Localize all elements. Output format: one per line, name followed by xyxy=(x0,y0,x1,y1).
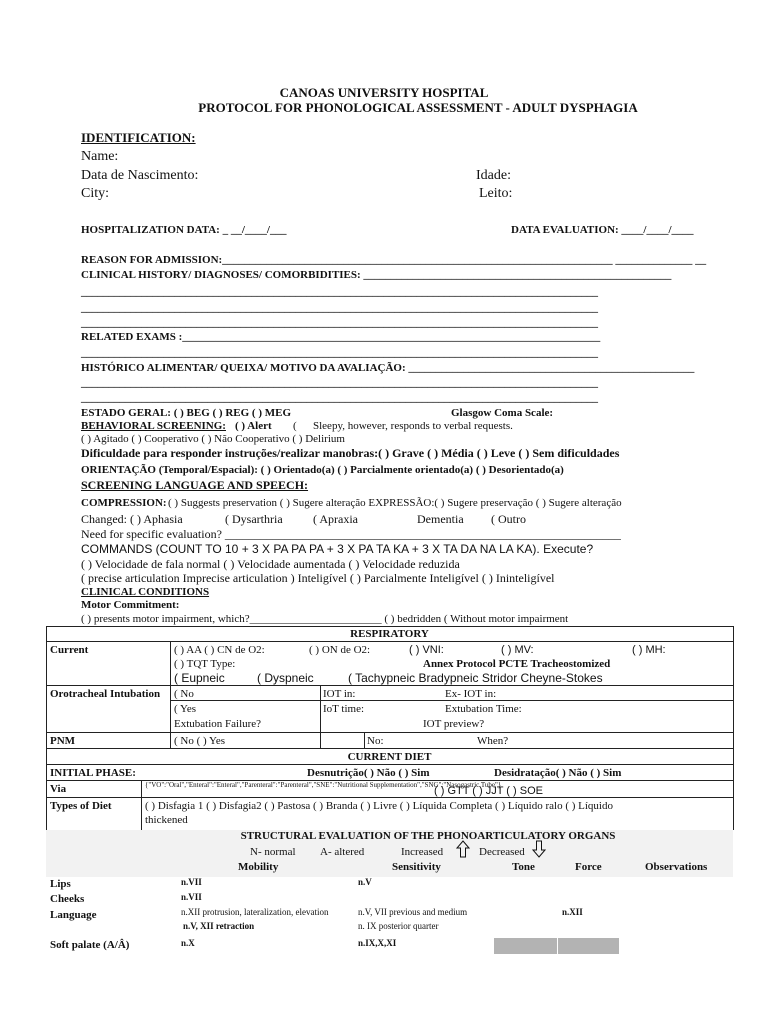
col-observations: Observations xyxy=(645,861,708,873)
blank-line: ______________________________________________________________________________________________ xyxy=(81,317,598,329)
shaded-cell xyxy=(558,938,619,954)
blank-line: ______________________________________________________________________________________________ xyxy=(81,286,598,298)
alert-option: ( ) Alert xyxy=(235,420,272,432)
pnm-when: When? xyxy=(477,735,509,747)
on-option: ( ) ON de O2: xyxy=(309,644,371,656)
soft-palate-sensitivity: n.IX,X,XI xyxy=(358,938,397,948)
lips-mobility: n.VII xyxy=(181,877,202,887)
language-mobility-2: n.V, XII retraction xyxy=(183,921,255,931)
structural-heading: STRUCTURAL EVALUATION OF THE PHONOARTICULATORY ORGANS xyxy=(240,830,616,842)
dificuldade-options: Dificuldade para responder instruções/realizar manobras:( ) Grave ( ) Média ( ) Leve ( ) Sem dificuldades xyxy=(81,446,620,460)
agitado-options: ( ) Agitado ( ) Cooperativo ( ) Não Cooperativo ( ) Delirium xyxy=(81,433,345,445)
mv-option: ( ) MV: xyxy=(501,644,534,656)
col-mobility: Mobility xyxy=(238,861,279,873)
current-diet-heading: CURRENT DIET xyxy=(347,751,432,763)
legend-altered: A- altered xyxy=(320,846,365,858)
diet-options: ( ) Disfagia 1 ( ) Disfagia2 ( ) Pastosa ( ) Branda ( ) Livre ( ) Líquida Completa ( ) Líquido ralo ( ) Líquido xyxy=(145,800,613,812)
estado-geral: ESTADO GERAL: ( ) BEG ( ) REG ( ) MEG xyxy=(81,407,292,419)
protocol-title: PROTOCOL FOR PHONOLOGICAL ASSESSMENT - ADULT DYSPHAGIA xyxy=(198,100,638,115)
dyspneic-option: ( Dyspneic xyxy=(257,671,314,685)
types-of-diet: Types of Diet xyxy=(50,800,112,812)
orientacao-options: ORIENTAÇÃO (Temporal/Espacial): ( ) Orientado(a) ( ) Parcialmente orientado(a) ( ) Desorientado(a) xyxy=(81,464,564,476)
aa-option: ( ) AA ( ) CN de O2: xyxy=(174,644,265,656)
col-sensitivity: Sensitivity xyxy=(392,861,441,873)
pnm-no: No: xyxy=(367,735,384,747)
name-label: Name: xyxy=(81,149,119,164)
language-mobility-1: n.XII protrusion, lateralization, elevation xyxy=(181,907,329,917)
compression-options: ( ) Suggests preservation ( ) Sugere alteração EXPRESSÃO:( ) Sugere preservação ( ) Sugere alteração xyxy=(168,497,622,509)
breathing-options: ( Tachypneic Bradypneic Stridor Cheyne-Stokes xyxy=(348,671,603,685)
sleepy-option: Sleepy, however, responds to verbal requests. xyxy=(313,420,513,432)
respiratory-heading: RESPIRATORY xyxy=(350,628,429,640)
soft-palate-mobility: n.X xyxy=(181,938,195,948)
lips-sensitivity: n.V xyxy=(358,877,372,887)
desidratacao-options: Desidratação( ) Não ( ) Sim xyxy=(494,767,622,779)
row-lips: Lips xyxy=(50,878,71,890)
via-options: {"VO":"Oral","Enteral":"Enteral","Parenteral":"Parenteral","SNE":"Nutritional Supplementation","SNG":"Nasogastric Tube"} xyxy=(145,782,502,789)
iot-preview: IOT preview? xyxy=(423,718,485,730)
compression-label: COMPRESSION: xyxy=(81,497,167,509)
commands-line: COMMANDS (COUNT TO 10 + 3 X PA PA PA + 3 X PA TA KA + 3 X TA DA NA LA KA). Execute? xyxy=(81,542,594,556)
behavioral-screening: BEHAVIORAL SCREENING: xyxy=(81,420,226,432)
sleepy-paren: ( xyxy=(293,420,297,432)
motor-commitment: Motor Commitment: xyxy=(81,599,180,611)
eupneic-option: ( Eupneic xyxy=(174,671,225,685)
initial-phase: INITIAL PHASE: xyxy=(50,767,136,779)
language-sensitivity-1: n.V, VII previous and medium xyxy=(358,907,468,917)
legend-decreased: Decreased xyxy=(479,846,525,858)
language-sensitivity-2: n. IX posterior quarter xyxy=(358,921,439,931)
iot-time: IoT time: xyxy=(323,703,365,715)
table-line xyxy=(141,780,142,830)
age-label: Idade: xyxy=(476,168,511,183)
table-line xyxy=(46,797,733,798)
changed-aphasia: Changed: ( ) Aphasia xyxy=(81,512,183,526)
table-line xyxy=(170,700,733,701)
table-line xyxy=(46,732,733,733)
col-tone: Tone xyxy=(512,861,535,873)
blank-line: ______________________________________________________________________________________________ xyxy=(81,347,598,359)
row-soft-palate: Soft palate (A/Â) xyxy=(50,939,130,951)
table-line xyxy=(46,641,733,642)
table-line xyxy=(46,626,47,830)
food-history: HISTÓRICO ALIMENTAR/ QUEIXA/ MOTIVO DA AVALIAÇÃO: ____________________________________________________ xyxy=(81,362,695,374)
speech-velocity: ( ) Velocidade de fala normal ( ) Velocidade aumentada ( ) Velocidade reduzida xyxy=(81,557,460,571)
extubation-failure: Extubation Failure? xyxy=(174,718,262,730)
intubation-yes: ( Yes xyxy=(174,703,197,715)
arrow-down-icon xyxy=(532,840,546,858)
identification-heading: IDENTIFICATION: xyxy=(81,130,196,145)
city-label: City: xyxy=(81,186,110,201)
table-line xyxy=(46,626,733,627)
legend-normal: N- normal xyxy=(250,846,296,858)
diet-thickened: thickened xyxy=(145,814,188,826)
bed-label: Leito: xyxy=(479,186,513,201)
related-exams: RELATED EXAMS :____________________________________________________________________________ xyxy=(81,331,601,343)
table-line xyxy=(320,685,321,748)
screening-heading: SCREENING LANGUAGE AND SPEECH: xyxy=(81,478,309,492)
via-gtt-options: ( ) GTT ( ) JJT ( ) SOE xyxy=(434,785,543,797)
table-line xyxy=(733,626,734,830)
hospital-title: CANOAS UNIVERSITY HOSPITAL xyxy=(279,85,489,100)
intubation-no: ( No xyxy=(174,688,194,700)
dementia-option: Dementia xyxy=(417,512,464,526)
iot-in: IOT in: xyxy=(323,688,356,700)
blank-line: ______________________________________________________________________________________________ xyxy=(81,377,598,389)
birth-date-label: Data de Nascimento: xyxy=(81,168,199,183)
blank-line: ______________________________________________________________________________________________ xyxy=(81,302,598,314)
annex-protocol: Annex Protocol PCTE Tracheostomized xyxy=(423,658,611,670)
arrow-up-icon xyxy=(456,840,470,858)
legend-increased: Increased xyxy=(401,846,444,858)
pnm-label: PNM xyxy=(50,735,76,747)
evaluation-date: DATA EVALUATION: ____/____/____ xyxy=(511,224,694,236)
row-language: Language xyxy=(50,909,97,921)
table-line xyxy=(364,732,365,748)
hospitalization-date: HOSPITALIZATION DATA: _ __/____/___ xyxy=(81,224,287,236)
language-force: n.XII xyxy=(562,907,583,917)
ex-iot: Ex- IOT in: xyxy=(445,688,497,700)
col-force: Force xyxy=(575,861,602,873)
cheeks-mobility: n.VII xyxy=(181,892,202,902)
articulation-line: ( precise articulation Imprecise articulation ) Inteligível ( ) Parcialmente Inteligível ( ) Ininteligível xyxy=(81,571,555,585)
table-line xyxy=(46,780,733,781)
clinical-history: CLINICAL HISTORY/ DIAGNOSES/ COMORBIDITIES: ________________________________________________________ xyxy=(81,269,672,281)
dysarthria-option: ( Dysarthria xyxy=(225,512,283,526)
table-line xyxy=(46,748,733,749)
table-line xyxy=(46,764,733,765)
extubation-time: Extubation Time: xyxy=(445,703,522,715)
apraxia-option: ( Apraxia xyxy=(313,512,358,526)
blank-line: ______________________________________________________________________________________________ xyxy=(81,392,598,404)
clinical-conditions: CLINICAL CONDITIONS xyxy=(81,586,210,598)
need-evaluation: Need for specific evaluation? __________________________________________________________________ xyxy=(81,527,621,541)
reason-for-admission: REASON FOR ADMISSION:_______________________________________________________________________ ______________ __ xyxy=(81,254,707,266)
vni-option: ( ) VNI: xyxy=(409,644,444,656)
table-line xyxy=(170,641,171,748)
via-label: Via xyxy=(50,783,67,795)
glasgow-scale: Glasgow Coma Scale: xyxy=(451,407,554,419)
pnm-options: ( No ( ) Yes xyxy=(174,735,226,747)
current-label: Current xyxy=(50,644,89,656)
orotracheal-label: Orotracheal Intubation xyxy=(50,688,161,700)
outro-option: ( Outro xyxy=(491,512,526,526)
desnutricao-options: Desnutrição( ) Não ( ) Sim xyxy=(307,767,430,779)
row-cheeks: Cheeks xyxy=(50,893,85,905)
mh-option: ( ) MH: xyxy=(632,644,666,656)
motor-options: ( ) presents motor impairment, which?________________________ ( ) bedridden ( Without motor impairment xyxy=(81,613,569,625)
shaded-cell xyxy=(494,938,557,954)
tqt-option: ( ) TQT Type: xyxy=(174,658,236,670)
